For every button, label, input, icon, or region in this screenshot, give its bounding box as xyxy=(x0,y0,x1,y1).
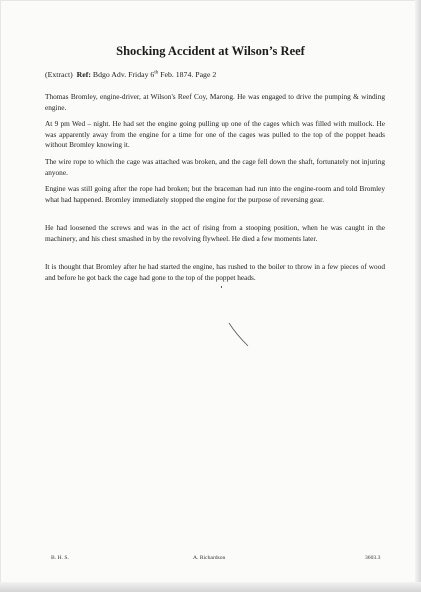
footer-left: B. H. S. xyxy=(51,555,69,561)
paragraph-5: He had loosened the screws and was in the act of rising from a stooping position, when he was caught in the machinery, and his chest smashed in by the revolving flywheel. He died a few moments later. xyxy=(45,223,385,243)
reference-superscript: th xyxy=(154,70,159,76)
paragraph-2: At 9 pm Wed – night. He had set the engine going pulling up one of the cages which was filled with mullock. He was apparently away from the engine for a time for one of the cages was pulled to the top of the poppet heads without Bromley knowing it. xyxy=(45,119,385,150)
reference-date-page: Feb. 1874. Page 2 xyxy=(158,70,217,79)
footer-right: 3603.3 xyxy=(365,555,381,561)
page-edge-shadow-right xyxy=(415,0,421,592)
reference-label: Ref: xyxy=(76,70,91,79)
reference-line xyxy=(45,70,385,79)
footer-center: A. Richardson xyxy=(193,555,226,561)
document-title: Shocking Accident at Wilson’s Reef xyxy=(116,44,305,58)
stray-pen-mark xyxy=(228,322,250,348)
paragraph-4: Engine was still going after the rope had broken; but the braceman had run into the engine-room and told Bromley what had happened. Bromley immediately stopped the engine for the purpose of reversing gear. xyxy=(45,184,385,204)
page-edge-shadow-bottom xyxy=(0,582,421,592)
paragraph-6: It is thought that Bromley after he had started the engine, has rushed to the boiler to throw in a few pieces of wood and before he got back the cage had gone to the top of the poppet heads. xyxy=(45,262,385,282)
stray-ink-dot xyxy=(221,286,222,288)
paragraph-1: Thomas Bromley, engine-driver, at Wilson's Reef Coy, Marong. He was engaged to drive the pumping & winding engine. xyxy=(45,92,385,112)
paragraph-3: The wire rope to which the cage was attached was broken, and the cage fell down the shaft, fortunately not injuring anyone. xyxy=(45,157,385,177)
reference-prefix: (Extract) xyxy=(45,70,73,79)
reference-source: Bdgo Adv. Friday 6 xyxy=(92,70,155,79)
